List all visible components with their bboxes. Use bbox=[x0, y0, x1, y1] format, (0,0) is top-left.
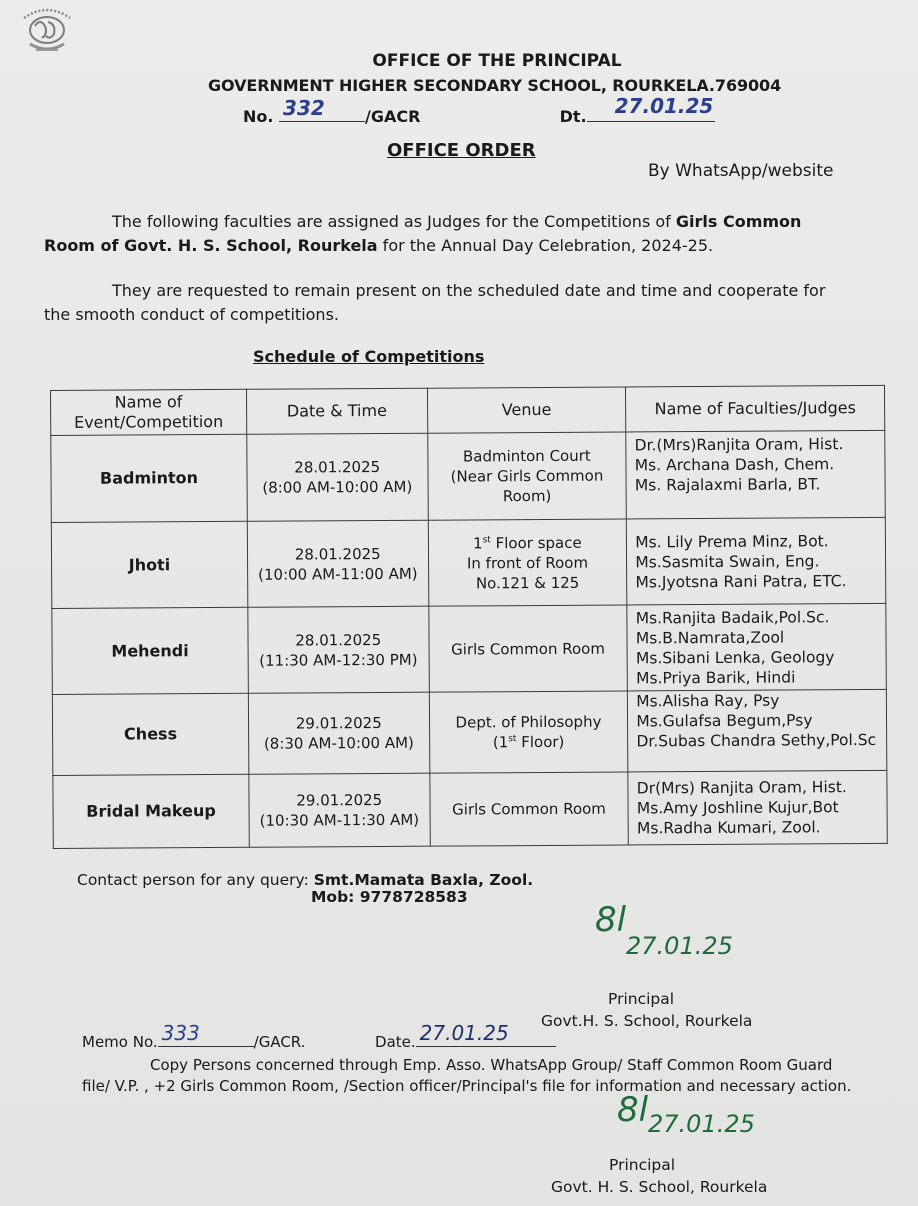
order-date-label: Dt. bbox=[559, 107, 587, 126]
event-name: Badminton bbox=[51, 434, 247, 522]
signature-1-date: 27.01.25 bbox=[626, 932, 733, 960]
order-date-value: 27.01.25 bbox=[614, 94, 714, 118]
table-header-row bbox=[51, 385, 885, 435]
memo-suffix: /GACR. bbox=[253, 1033, 306, 1051]
event-venue: Girls Common Room bbox=[429, 772, 628, 846]
distribution-note: By WhatsApp/website bbox=[648, 161, 834, 181]
event-judges: Ms.Ranjita Badaik,Pol.Sc. Ms.B.Namrata,Zool Ms.Sibani Lenka, Geology Ms.Priya Barik, Hindi bbox=[627, 603, 886, 691]
table-row bbox=[53, 770, 887, 848]
event-name: Chess bbox=[52, 693, 248, 775]
signature-2-date: 27.01.25 bbox=[648, 1110, 755, 1138]
memo-number-value: 333 bbox=[161, 1021, 200, 1045]
signature-2-title: Principal bbox=[609, 1156, 676, 1174]
header-venue: Venue bbox=[427, 387, 626, 433]
event-venue: Dept. of Philosophy (1st Floor) bbox=[429, 691, 628, 773]
memo-label: Memo No. bbox=[82, 1033, 158, 1051]
request-text: They are requested to remain present on the scheduled date and time and cooperate for the smooth conduct of competitions. bbox=[44, 281, 826, 324]
header-event: Name of Event/Competition bbox=[51, 389, 247, 435]
order-date-field bbox=[587, 94, 715, 122]
contact-name: Smt.Mamata Baxla, Zool. bbox=[313, 871, 534, 889]
table-row bbox=[52, 603, 887, 694]
copy-to-paragraph bbox=[82, 1055, 852, 1097]
order-number-value: 332 bbox=[283, 96, 325, 120]
copy-to-text: Copy Persons concerned through Emp. Asso. WhatsApp Group/ Staff Common Room Guard file/ V.P. , +2 Girls Common Room, /Section officer/Principal's file for information and necessary action. bbox=[82, 1056, 852, 1095]
intro-text-end: for the Annual Day Celebration, 2024-25. bbox=[377, 236, 714, 255]
table-row bbox=[52, 689, 886, 775]
contact-mobile: Mob: 9778728583 bbox=[311, 888, 468, 906]
event-name: Bridal Makeup bbox=[53, 774, 249, 848]
header-datetime: Date & Time bbox=[246, 388, 427, 434]
event-judges: Dr.(Mrs)Ranjita Oram, Hist. Ms. Archana Dash, Chem. Ms. Rajalaxmi Barla, BT. bbox=[626, 430, 885, 519]
office-order-title: OFFICE ORDER bbox=[387, 140, 536, 161]
schedule-title: Schedule of Competitions bbox=[253, 347, 485, 366]
memo-date-field bbox=[416, 1021, 556, 1047]
intro-paragraph bbox=[44, 210, 854, 258]
request-paragraph bbox=[44, 279, 854, 327]
order-number-suffix: /GACR bbox=[365, 107, 421, 126]
memo-number-field bbox=[158, 1021, 254, 1047]
memo-date-label: Date. bbox=[375, 1033, 416, 1051]
event-datetime: 28.01.2025 (10:00 AM-11:00 AM) bbox=[247, 520, 428, 607]
order-number-line bbox=[243, 94, 715, 126]
order-number-field bbox=[279, 96, 365, 122]
order-number-label: No. bbox=[243, 107, 274, 126]
memo-date-value: 27.01.25 bbox=[419, 1021, 509, 1045]
office-heading: OFFICE OF THE PRINCIPAL bbox=[372, 51, 622, 71]
event-datetime: 28.01.2025 (8:00 AM-10:00 AM) bbox=[247, 433, 428, 521]
intro-bold-text: Girls Common Room of Govt. H. S. School, Rourkela bbox=[44, 212, 802, 255]
header-judges: Name of Faculties/Judges bbox=[626, 385, 885, 432]
event-venue: Badminton Court (Near Girls Common Room) bbox=[427, 432, 626, 520]
event-judges: Ms. Lily Prema Minz, Bot. Ms.Sasmita Swain, Eng. Ms.Jyotsna Rani Patra, ETC. bbox=[627, 517, 886, 605]
principal-signature-2: 8l bbox=[617, 1090, 649, 1130]
contact-label: Contact person for any query: bbox=[77, 871, 314, 889]
event-name: Jhoti bbox=[51, 521, 247, 608]
event-datetime: 29.01.2025 (10:30 AM-11:30 AM) bbox=[249, 773, 430, 847]
school-heading: GOVERNMENT HIGHER SECONDARY SCHOOL, ROURKELA.769004 bbox=[208, 76, 782, 95]
table-row bbox=[51, 517, 886, 608]
signature-1-title: Principal bbox=[608, 990, 675, 1008]
event-judges: Ms.Alisha Ray, Psy Ms.Gulafsa Begum,Psy Dr.Subas Chandra Sethy,Pol.Sc bbox=[628, 689, 887, 772]
event-judges: Dr(Mrs) Ranjita Oram, Hist. Ms.Amy Joshline Kujur,Bot Ms.Radha Kumari, Zool. bbox=[628, 770, 887, 845]
government-emblem-icon bbox=[18, 4, 76, 56]
event-datetime: 29.01.2025 (8:30 AM-10:00 AM) bbox=[248, 692, 429, 774]
event-datetime: 28.01.2025 (11:30 AM-12:30 PM) bbox=[248, 606, 429, 693]
contact-line bbox=[77, 871, 533, 889]
table-row bbox=[51, 430, 886, 522]
event-name: Mehendi bbox=[52, 607, 248, 694]
event-venue: Girls Common Room bbox=[428, 605, 627, 692]
memo-line bbox=[82, 1021, 556, 1051]
signature-1-school: Govt.H. S. School, Rourkela bbox=[541, 1012, 753, 1030]
event-venue: 1st Floor space In front of Room No.121 & 125 bbox=[428, 519, 627, 606]
signature-2-school: Govt. H. S. School, Rourkela bbox=[551, 1178, 768, 1196]
schedule-table bbox=[50, 385, 888, 849]
intro-text: The following faculties are assigned as Judges for the Competitions of bbox=[112, 212, 676, 231]
principal-signature-1: 8l bbox=[595, 900, 627, 940]
